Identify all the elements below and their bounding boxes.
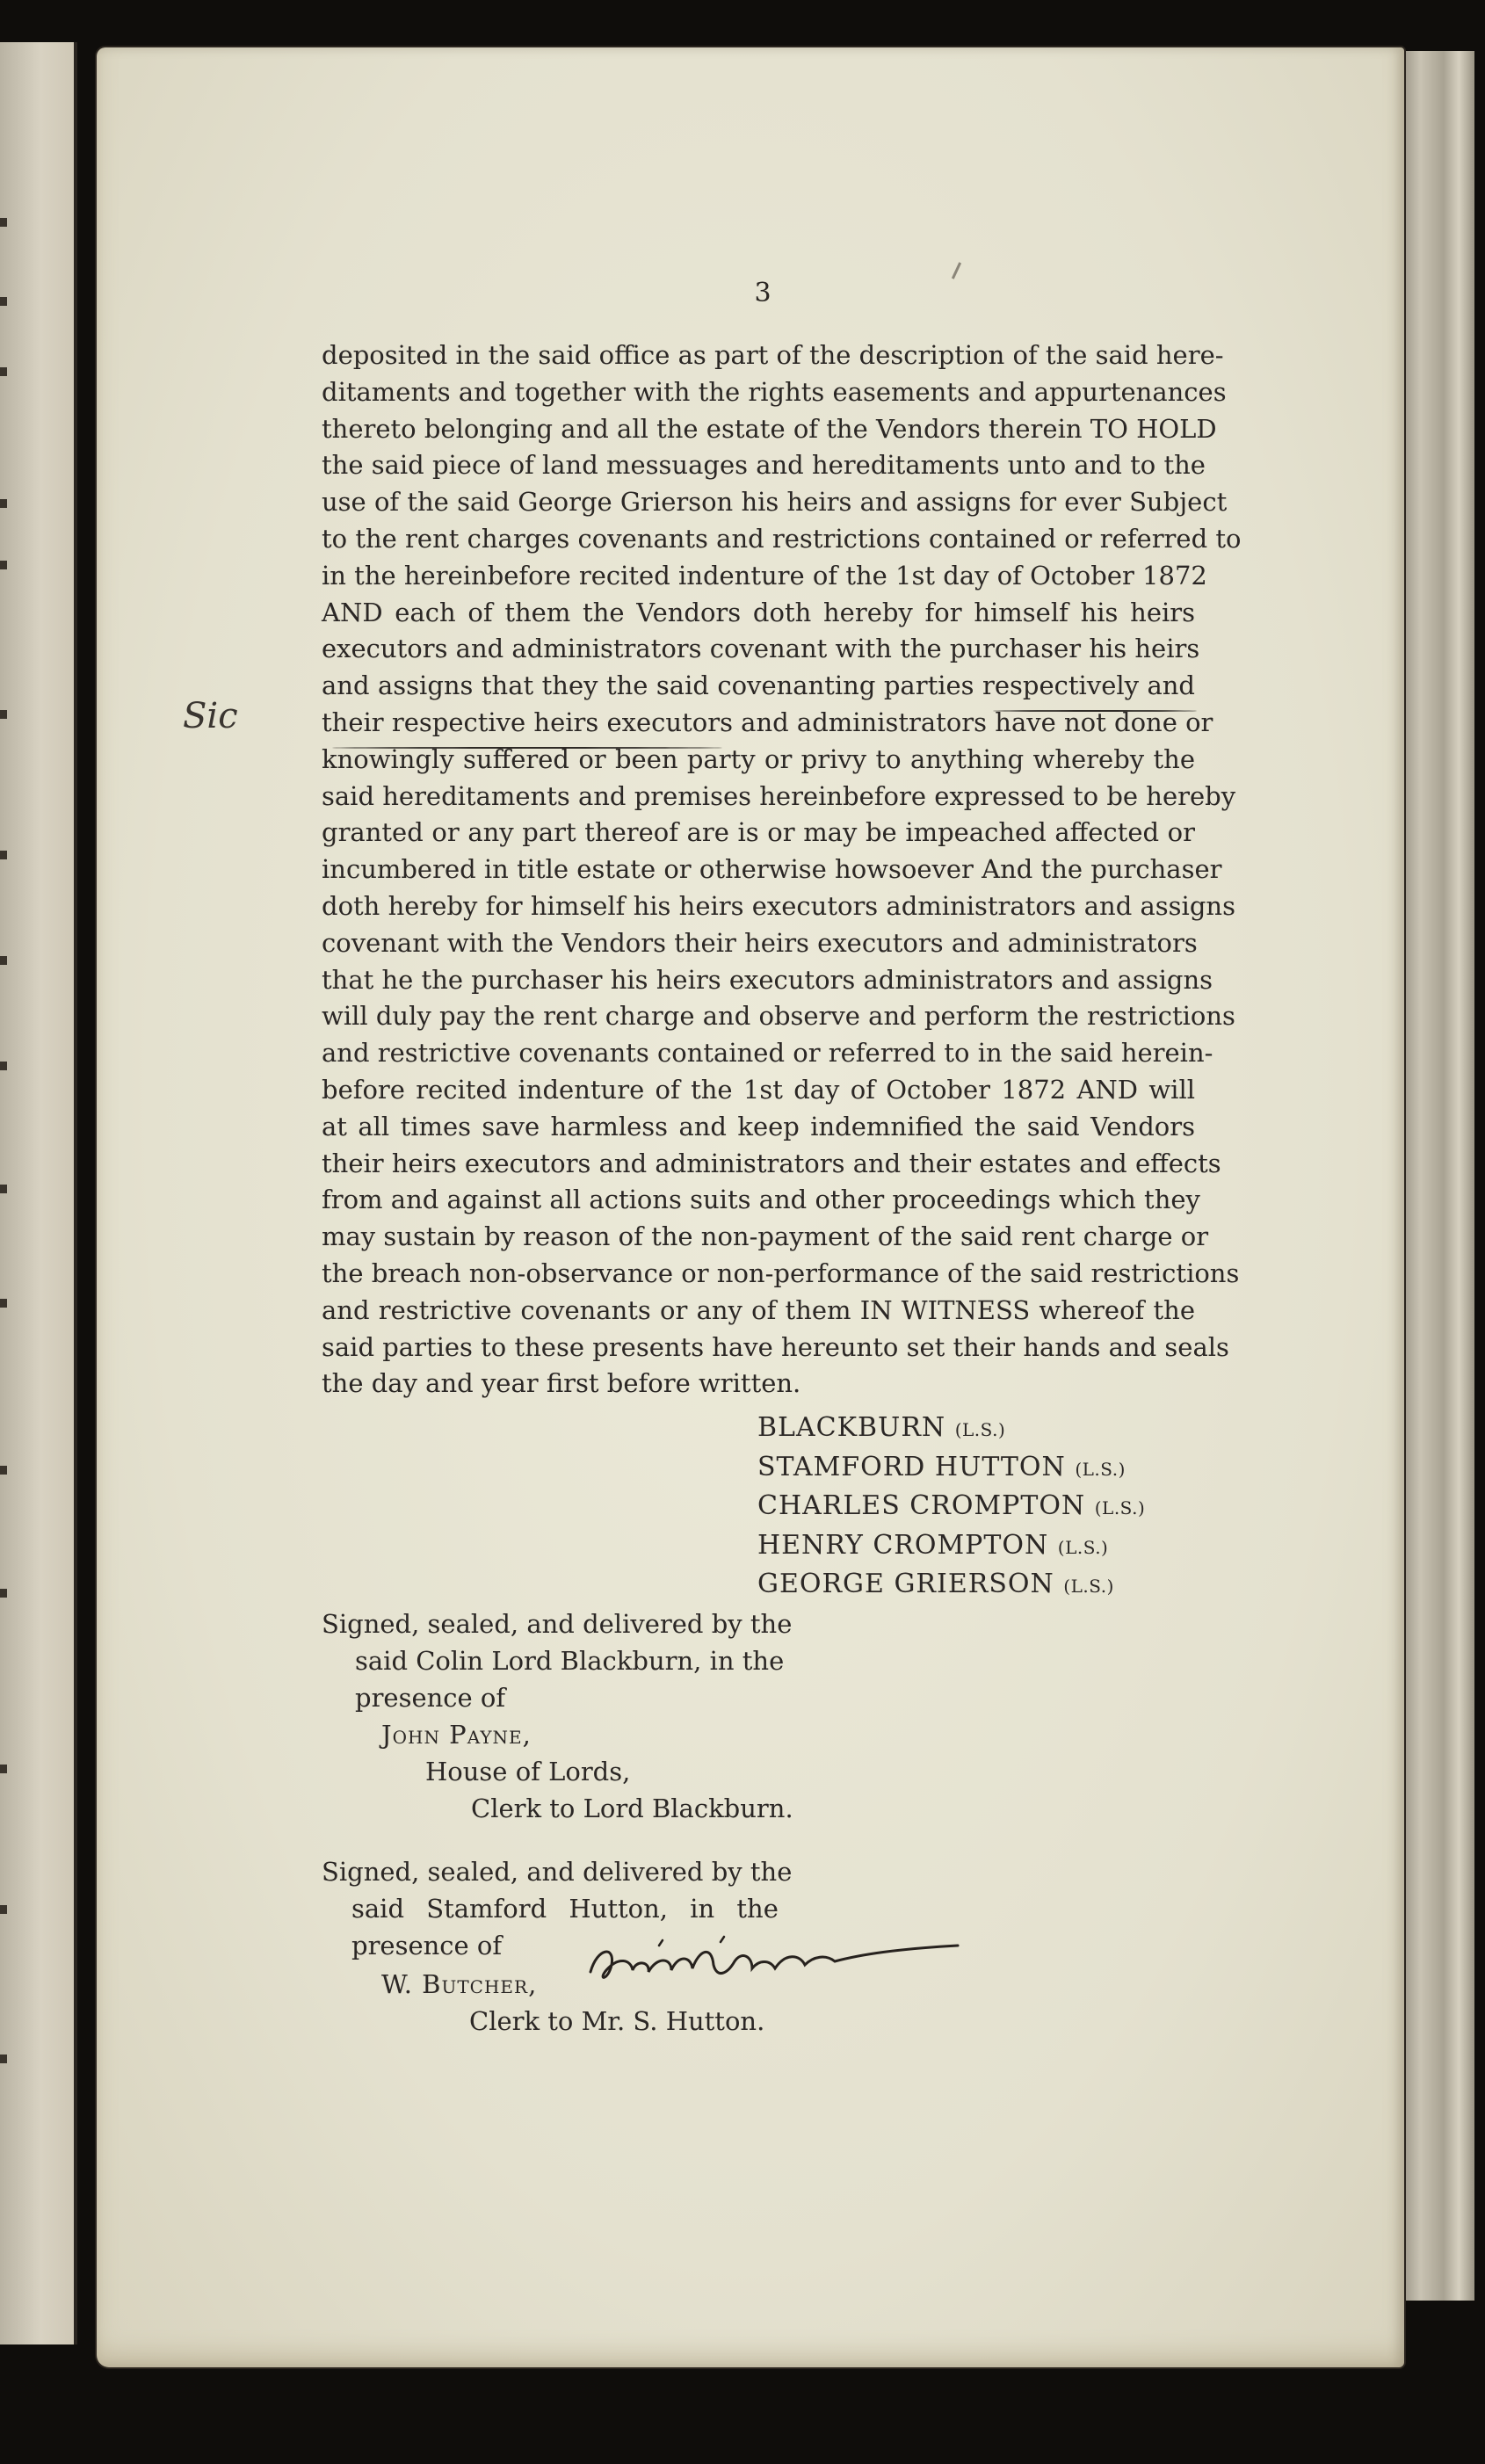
body-line: their heirs executors and administrators and their estates and effects <box>322 1148 1221 1178</box>
body-line: granted or any part thereof are is or may be impeached affected or <box>322 817 1195 848</box>
body-line: knowingly suffered or been party or privy to anything whereby the <box>322 743 1195 774</box>
book-page-edges <box>1397 51 1474 2301</box>
body-line: incumbered in title estate or otherwise howsoever And the purchaser <box>322 854 1222 885</box>
body-line: to the rent charges covenants and restrictions contained or referred to <box>322 523 1242 554</box>
seal-mark: (L.S.) <box>1063 1576 1114 1597</box>
body-line: doth hereby for himself his heirs executors administrators and assigns <box>322 890 1235 921</box>
signatory-row <box>757 1449 1197 1489</box>
attestation-line: presence of <box>355 1683 506 1713</box>
body-line: covenant with the Vendors their heirs executors and administrators <box>322 927 1198 958</box>
attestation-line: said Colin Lord Blackburn, in the <box>355 1646 785 1676</box>
signatory-name: HENRY CROMPTON <box>757 1529 1049 1561</box>
witness-name: John Payne, <box>381 1720 532 1750</box>
signatory-row <box>757 1566 1197 1605</box>
body-line: the day and year first before written. <box>322 1368 801 1399</box>
witness-address: House of Lords, <box>425 1757 631 1786</box>
seal-mark: (L.S.) <box>1094 1497 1146 1518</box>
seal-mark: (L.S.) <box>954 1419 1006 1440</box>
body-line: at all times save harmless and keep indemnified the said Vendors <box>322 1111 1195 1141</box>
signatory-row <box>757 1410 1197 1449</box>
body-line: may sustain by reason of the non-payment of the said rent charge or <box>322 1221 1209 1252</box>
body-line: the said piece of land messuages and hereditaments unto and to the <box>322 450 1206 481</box>
body-line: deposited in the said office as part of the description of the said here- <box>322 340 1224 370</box>
witness-name: W. Butcher, <box>381 1969 538 1999</box>
witness-role: Clerk to Mr. S. Hutton. <box>469 2006 765 2036</box>
body-line: thereto belonging and all the estate of the Vendors therein TO HOLD <box>322 413 1217 444</box>
signatory-row <box>757 1527 1197 1567</box>
attestation-line: presence of <box>351 1931 503 1960</box>
attestation-line: said Stamford Hutton, in the <box>351 1894 779 1924</box>
body-line: said hereditaments and premises hereinbefore expressed to be hereby <box>322 780 1236 811</box>
attestation-line: Signed, sealed, and delivered by the <box>322 1857 793 1887</box>
body-line: AND each of them the Vendors doth hereby for himself his heirs <box>322 597 1195 627</box>
body-line: from and against all actions suits and other proceedings which they <box>322 1185 1200 1215</box>
body-line: use of the said George Grierson his heirs and assigns for ever Subject <box>322 487 1228 518</box>
body-line: in the hereinbefore recited indenture of the 1st day of October 1872 <box>322 560 1207 591</box>
body-line: that he the purchaser his heirs executors administrators and assigns <box>322 964 1213 995</box>
signatory-name: GEORGE GRIERSON <box>757 1569 1054 1599</box>
seal-mark: (L.S.) <box>1057 1536 1109 1558</box>
margin-note-sic: Sic <box>183 696 238 736</box>
body-line: will duly pay the rent charge and observe and perform the restrictions <box>322 1001 1235 1032</box>
signatory-name: STAMFORD HUTTON <box>757 1451 1066 1482</box>
deed-body-text <box>322 337 1242 1402</box>
handwritten-annotation <box>580 1930 967 1991</box>
adjacent-page-edge <box>0 42 77 2344</box>
signatory-name: BLACKBURN <box>757 1412 946 1443</box>
body-line: and restrictive covenants contained or referred to in the said herein- <box>322 1038 1213 1069</box>
signatory-name: CHARLES CROMPTON <box>757 1490 1086 1521</box>
seal-mark: (L.S.) <box>1075 1458 1126 1480</box>
body-line: their respective heirs executors and administrators have not done or <box>322 707 1213 737</box>
body-line: ditaments and together with the rights easements and appurtenances <box>322 376 1227 407</box>
body-line: and restrictive covenants or any of them IN WITNESS whereof the <box>322 1294 1195 1325</box>
body-line: the breach non-observance or non-performance of the said restrictions <box>322 1257 1240 1288</box>
body-line: executors and administrators covenant with the purchaser his heirs <box>322 634 1200 664</box>
attestation-line: Signed, sealed, and delivered by the <box>322 1609 793 1639</box>
body-line: and assigns that they the said covenanting parties respectively and <box>322 670 1195 701</box>
signatory-row <box>757 1488 1197 1527</box>
underline-annotation <box>993 710 1197 712</box>
underline-annotation <box>332 747 722 749</box>
body-line: before recited indenture of the 1st day of October 1872 AND will <box>322 1074 1195 1105</box>
signatories-block <box>757 1410 1197 1605</box>
witness-role: Clerk to Lord Blackburn. <box>471 1794 793 1823</box>
body-line: said parties to these presents have hereunto set their hands and seals <box>322 1331 1229 1362</box>
page-number: 3 <box>754 278 771 308</box>
